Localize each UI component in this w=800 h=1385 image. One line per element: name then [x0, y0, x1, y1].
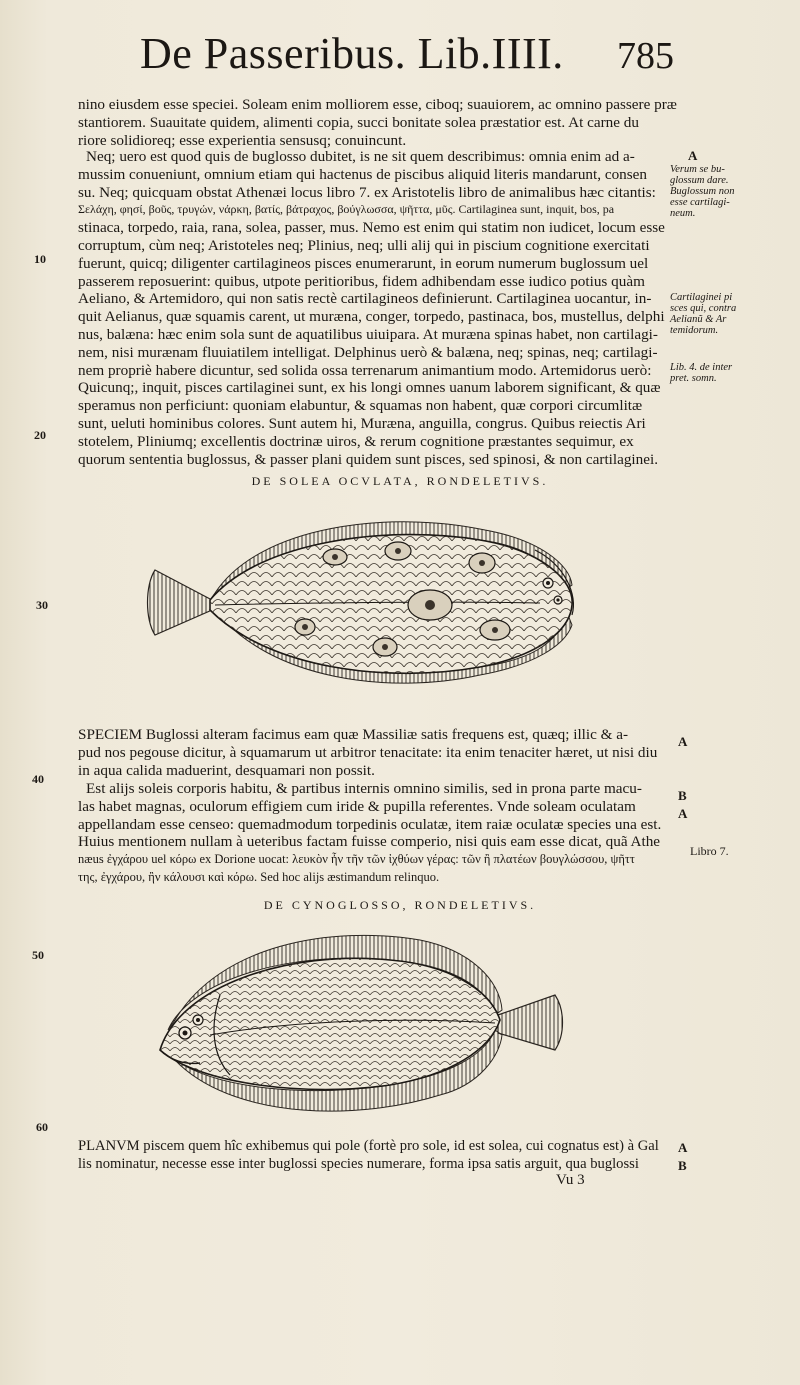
margin-note-line: temidorum. — [670, 325, 719, 336]
margin-note-line: pret. somn. — [670, 373, 717, 384]
cynoglossus-illustration — [140, 925, 570, 1125]
margin-note-line: Lib. 4. de inter — [670, 362, 733, 373]
text-line: nino eiusdem esse speciei. Soleam enim molliorem esse, ciboq; suauiorem, ac omnino passere præ — [78, 96, 677, 113]
margin-note-verum — [670, 164, 734, 219]
line-number: 40 — [32, 772, 44, 786]
caption-solea-oculata: DE SOLEA OCVLATA, RONDELETIVS. — [251, 474, 549, 488]
text-line: PLANVM piscem quem hîc exhibemus qui pole (fortè pro sole, id est solea, cui cognatus est) à Gal — [78, 1138, 659, 1154]
text-line: SPECIEM Buglossi alteram facimus eam quæ Massiliæ satis frequens est, quæq; illic & a- — [78, 726, 629, 743]
text-line: quorum sententia buglossus, & passer plani quidem sunt pisces, sed spinosi, & non cartilaginei. — [78, 450, 659, 468]
text-line: speramus non perficiunt: quoniam elabuntur, & squamas non habent, quæ corpori circumlitæ — [78, 397, 643, 415]
text-line: las habet magnas, oculorum effigiem cum iride & pupilla referentes. Vnde soleam oculatam — [78, 797, 636, 815]
signature-mark: Vu 3 — [556, 1172, 585, 1188]
paragraph-3 — [78, 726, 678, 779]
text-line: appellandam esse censeo: quemadmodum torpedinis oculatæ, item raiæ oculatæ species una est. — [78, 815, 662, 833]
line-number: 30 — [36, 598, 48, 612]
greek-line: Σελάχη, φησί, βοῦς, τρυγών, νάρκη, βατίς, βάτραχος, βούγλωσσα, ψῆττα, μῦς. Cartilaginea sunt, inquit, bos, pa — [78, 202, 615, 217]
text-line: nem, nisi murænam fluuiatilem intelligat. Delphinus uerò & balæna, neq; spinas, neq; cartilagi- — [78, 343, 658, 361]
text-line: riore solidioreq; esse experientia sensusq; conuincunt. — [78, 131, 407, 149]
running-title: De Passeribus. Lib.IIII. — [140, 29, 564, 78]
margin-letter: A — [678, 734, 688, 749]
text-line: Neq; uero est quod quis de buglosso dubitet, is ne sit quem describimus: omnia enim ad a- — [86, 148, 635, 165]
paragraph-1 — [78, 96, 678, 149]
text-line: su. Neq; quicquam obstat Athenæi locus libro 7. ex Aristotelis libro de animalibus hæc citantis: — [78, 183, 656, 201]
text-line: fuerunt, quicq; diligenter cartilagineos pisces enumerarunt, in eorum numerum buglossum uel — [78, 254, 649, 272]
text-line: Est alijs soleis corporis habitu, & partibus internis omnino similis, sed in prona parte macu- — [86, 780, 642, 797]
page-number: 785 — [617, 35, 674, 77]
paragraph-4 — [78, 780, 678, 887]
margin-letter: B — [678, 788, 687, 803]
greek-line: της, ἐγχάρου, ἢν κάλουσι καὶ κόρω. Sed hoc alijs æstimandum relinquo. — [78, 869, 440, 884]
text-line: mussim conueniunt, omnium etiam qui hactenus de piscibus aliquid literis mandarunt, consen — [78, 165, 648, 183]
line-number: 50 — [32, 948, 44, 962]
margin-note-line: Buglossum non — [670, 186, 735, 197]
text-line: sunt, ueluti hominibus colores. Sunt autem hi, Muræna, anguilla, congrus. Quibus reiectis Ari — [78, 414, 646, 432]
greek-line: næus ἐγχάρου uel κόρω ex Dorione uocat: λευκὸν ἦν τῆν τῶν ἰχθύων γέρας: τῶν ἢ πλατέων βουγλώσσου, ψῆττ — [78, 852, 635, 867]
text-line: pud nos pegouse dicitur, à squamarum ut arbitror tenacitate: ita enim tenaciter hæret, ut nisi diu — [78, 743, 658, 761]
solea-oculata-illustration — [140, 505, 590, 700]
text-line: stotelem, Pliniumq; excellentis doctrinæ uiros, & rerum cognitione præstantes sequimur, ex — [78, 432, 634, 450]
text-line: Huius mentionem nullam à ueteribus factam fuisse comperio, nisi quis eam esse dicat, quã Athe — [78, 833, 661, 851]
text-line: stantiorem. Suauitate quidem, alimenti copia, succi bonitate solea præstatior est. At carne du — [78, 113, 639, 131]
line-number: 20 — [34, 428, 46, 442]
margin-note-line: Aelianũ & Ar — [670, 314, 727, 325]
text-line: nem propriè habere dicuntur, sed solida ossa terrenarum animantium modo. Artemidorus uerò: — [78, 361, 652, 379]
text-line: corruptum, cùm neq; Aristoteles neq; Plinius, neq; ulli alij qui in piscium cognitione exercitati — [78, 236, 650, 254]
margin-note-line: neum. — [670, 208, 696, 219]
margin-note-line: Cartilaginei pi — [670, 292, 733, 303]
paragraph-2 — [78, 148, 678, 468]
margin-note-line: sces qui, contra — [670, 303, 737, 314]
paragraph-5 — [78, 1138, 678, 1174]
margin-letter: A — [678, 806, 688, 821]
text-line: nus, balæna: hæc enim sola sunt de aquatilibus uiuipara. At muræna spinas habet, non cartilagi- — [78, 325, 658, 343]
text-line: Aeliano, & Artemidoro, qui non satis rectè cartilagineos definierunt. Cartilaginea uocantur, in- — [78, 290, 652, 308]
text-line: in aqua calida maduerint, desquamari non possit. — [78, 761, 375, 779]
margin-letter: A — [688, 148, 698, 163]
page-header — [140, 28, 680, 88]
text-line: lis nominatur, necesse esse inter buglossi species numerare, forma ipsa satis arguit, qua buglossi — [78, 1155, 639, 1172]
margin-note-line: Verum se bu- — [670, 164, 725, 175]
line-number: 10 — [34, 252, 46, 266]
margin-note-lib4 — [670, 362, 732, 384]
margin-note-cartilaginei — [670, 292, 736, 336]
line-number: 60 — [36, 1120, 48, 1134]
margin-letter: B — [678, 1158, 687, 1173]
margin-note-line: esse cartilagi- — [670, 197, 730, 208]
text-line: Quicunq;, inquit, pisces cartilaginei sunt, ex his longi omnes uanum laborem significant, & quæ — [78, 379, 661, 397]
text-line: quit Aelianus, quæ squamis carent, ut muræna, conger, torpedo, pastinaca, bos, mustellus, delphi — [78, 308, 665, 326]
margin-note-libro7: Libro 7. — [690, 844, 729, 858]
margin-note-line: glossum dare. — [670, 175, 729, 186]
text-line: passerem reposuerint: quibus, utpote peritioribus, fidem adhibendam esse iudico potius quàm — [78, 272, 645, 290]
caption-cynoglossus: DE CYNOGLOSSO, RONDELETIVS. — [263, 898, 537, 912]
margin-letter: A — [678, 1140, 688, 1155]
text-line: stinaca, torpedo, raia, rana, solea, passer, mus. Nemo est enim qui statim non iudicet, locum esse — [78, 219, 665, 237]
